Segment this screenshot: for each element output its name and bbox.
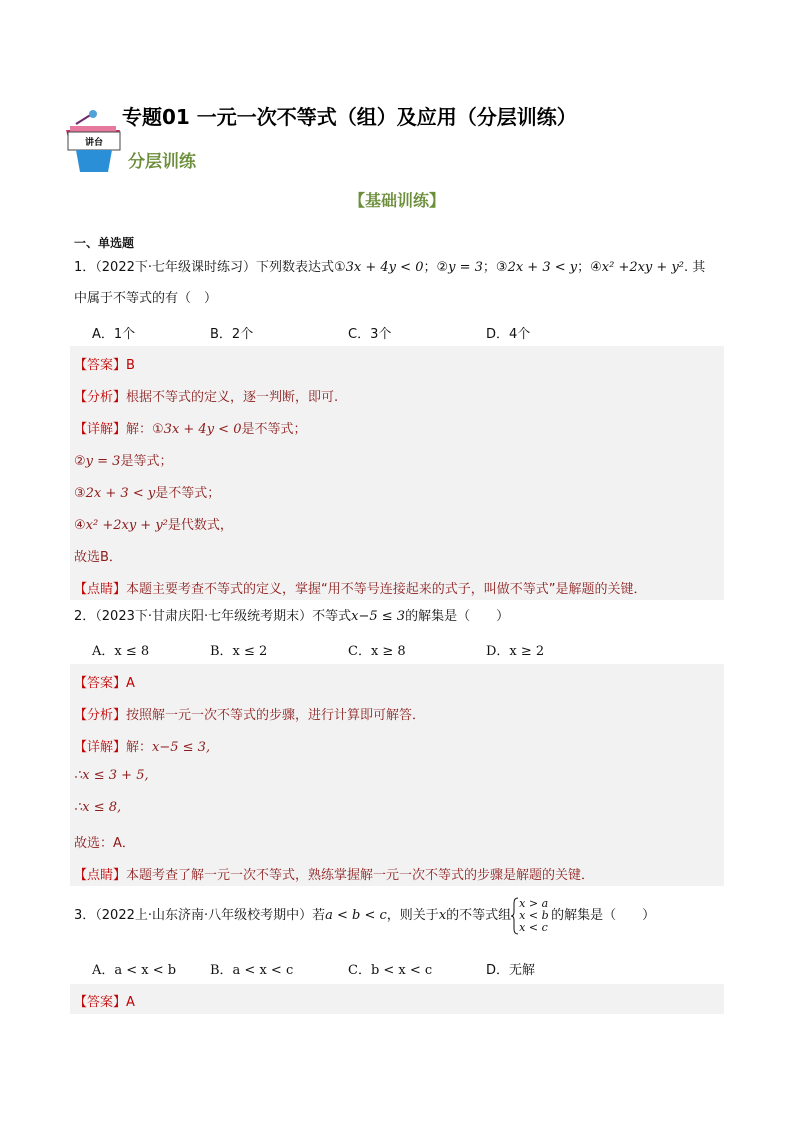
q1-analysis-text: 根据不等式的定义，逐一判断，即可.	[126, 390, 339, 405]
q2-expr: x−5 ≤ 3	[351, 609, 406, 624]
q1-options	[92, 323, 692, 341]
q3-option-c: C．b < x < c	[348, 963, 433, 978]
q1-detail-4-suffix: 是代数式，	[167, 518, 233, 533]
q2-option-b: B．x ≤ 2	[210, 644, 268, 659]
q1-answer-value: B	[126, 358, 135, 373]
q2-comment-text: 本题考查了解一元一次不等式，熟练掌握解一元一次不等式的步骤是解题的关键．	[126, 868, 595, 883]
q1-answer	[74, 354, 135, 373]
q2-analysis-tag: 【分析】	[74, 708, 127, 723]
q1-detail-1-expr: 3x + 4y < 0	[163, 422, 242, 437]
q2-comment-tag: 【点睛】	[74, 868, 127, 883]
q3-system-row-3: x < c	[519, 920, 548, 934]
q2-detail	[74, 736, 210, 755]
q1-suffix: . 其	[684, 260, 706, 275]
q3-answer-tag: 【答案】	[74, 995, 127, 1010]
part-heading: 一、单选题	[74, 236, 135, 250]
question-1-line-1	[74, 259, 705, 277]
q2-step-1: ∴x ≤ 3 + 5,	[74, 768, 149, 783]
q3-prefix: 3．（2022上·山东济南·八年级校考期中）若	[74, 908, 326, 923]
q2-option-a: A．x ≤ 8	[92, 644, 150, 659]
brace-icon	[511, 897, 519, 935]
q1-detail-3	[74, 482, 220, 501]
q3-answer-value: A	[126, 995, 135, 1010]
q2-suffix: 的解集是（ ）	[405, 609, 510, 624]
q3-answer-block	[70, 984, 724, 1014]
page-title: 专题01 一元一次不等式（组）及应用（分层训练）	[122, 105, 577, 129]
q1-comment-text: 本题主要考查不等式的定义，掌握“用不等号连接起来的式子，叫做不等式”是解题的关键．	[126, 582, 647, 597]
q2-prefix: 2．（2023下·甘肃庆阳·七年级统考期末）不等式	[74, 609, 352, 624]
q3-option-d: D．无解	[486, 963, 536, 978]
q1-sep-2: ；③	[482, 260, 508, 275]
q1-detail-2-suffix: 是等式；	[120, 454, 173, 469]
q3-system-row-1: x > a	[519, 896, 549, 910]
q1-answer-block	[70, 346, 724, 600]
q1-detail-3-suffix: 是不等式；	[155, 486, 221, 501]
q2-detail-prefix: 解：	[126, 740, 153, 755]
q1-detail-2	[74, 450, 172, 469]
q3-options	[92, 959, 692, 977]
q1-detail-2-prefix: ②	[74, 454, 86, 469]
q2-option-c: C．x ≥ 8	[348, 644, 406, 659]
q2-detail-tag: 【详解】	[74, 740, 127, 755]
q3-option-a: A．a < x < b	[92, 963, 177, 978]
q1-comment	[74, 578, 647, 597]
q1-option-c: C．3个	[348, 327, 392, 342]
q1-detail-2-expr: y = 3	[85, 454, 121, 469]
question-2	[74, 608, 509, 626]
q1-sep-3: ；④	[577, 260, 602, 275]
question-1-line-2: 中属于不等式的有（ ）	[74, 291, 218, 306]
q1-expr-3: 2x + 3 < y	[507, 260, 578, 275]
q1-detail-4-expr: x² +2xy + y²	[85, 518, 168, 533]
page-subtitle: 分层训练	[128, 152, 196, 172]
q1-expr-2: y = 3	[448, 260, 483, 275]
q1-expr-4: x² +2xy + y²	[601, 260, 684, 275]
q2-detail-expr: x−5 ≤ 3,	[152, 740, 211, 755]
q1-option-d: D．4个	[486, 327, 531, 342]
podium-logo	[62, 108, 126, 174]
q2-analysis-text: 按照解一元一次不等式的步骤，进行计算即可解答．	[126, 708, 426, 723]
q2-step-2: ∴x ≤ 8,	[74, 800, 122, 815]
q1-option-a: A．1个	[92, 327, 136, 342]
q1-detail-tag: 【详解】	[74, 422, 127, 437]
q1-detail-3-expr: 2x + 3 < y	[85, 486, 156, 501]
q3-mid-2: 的不等式组	[446, 908, 512, 923]
q3-system-row-2: x < b	[519, 908, 549, 922]
q1-prefix: 1．（2022下·七年级课时练习）下列数表达式①	[74, 260, 346, 275]
logo-text: 讲台	[84, 138, 103, 148]
q3-condition: a < b < c	[325, 908, 387, 923]
q1-detail-1	[74, 418, 307, 437]
q1-expr-1: 3x + 4y < 0	[345, 260, 424, 275]
q2-analysis	[74, 704, 425, 723]
q1-conclusion: 故选B．	[74, 550, 122, 565]
q1-detail-4-prefix: ④	[74, 518, 86, 533]
q1-detail-4	[74, 514, 233, 533]
q1-option-b: B．2个	[210, 327, 254, 342]
q1-analysis-tag: 【分析】	[74, 390, 127, 405]
q3-inequality-system	[511, 897, 551, 935]
q2-answer-tag: 【答案】	[74, 676, 127, 691]
q1-analysis	[74, 386, 338, 405]
q2-answer-value: A	[126, 676, 135, 691]
q3-option-b: B．a < x < c	[210, 963, 294, 978]
q2-conclusion: 故选：A．	[74, 836, 135, 851]
q3-var: x	[438, 908, 447, 923]
q2-options	[92, 640, 692, 658]
q3-mid: ，则关于	[386, 908, 439, 923]
section-heading: 【基础训练】	[348, 191, 445, 210]
question-3	[74, 896, 655, 936]
q2-answer	[74, 672, 135, 691]
q3-answer	[74, 991, 135, 1010]
q3-suffix: 的解集是（ ）	[551, 908, 656, 923]
q1-detail-1-suffix: 是不等式；	[241, 422, 307, 437]
q2-comment	[74, 864, 594, 883]
q1-detail-3-prefix: ③	[74, 486, 86, 501]
q1-detail-prefix: 解：①	[126, 422, 164, 437]
q1-answer-tag: 【答案】	[74, 358, 127, 373]
q2-answer-block	[70, 664, 724, 886]
q1-sep-1: ；②	[423, 260, 449, 275]
q2-option-d: D．x ≥ 2	[486, 644, 545, 659]
q1-comment-tag: 【点睛】	[74, 582, 127, 597]
